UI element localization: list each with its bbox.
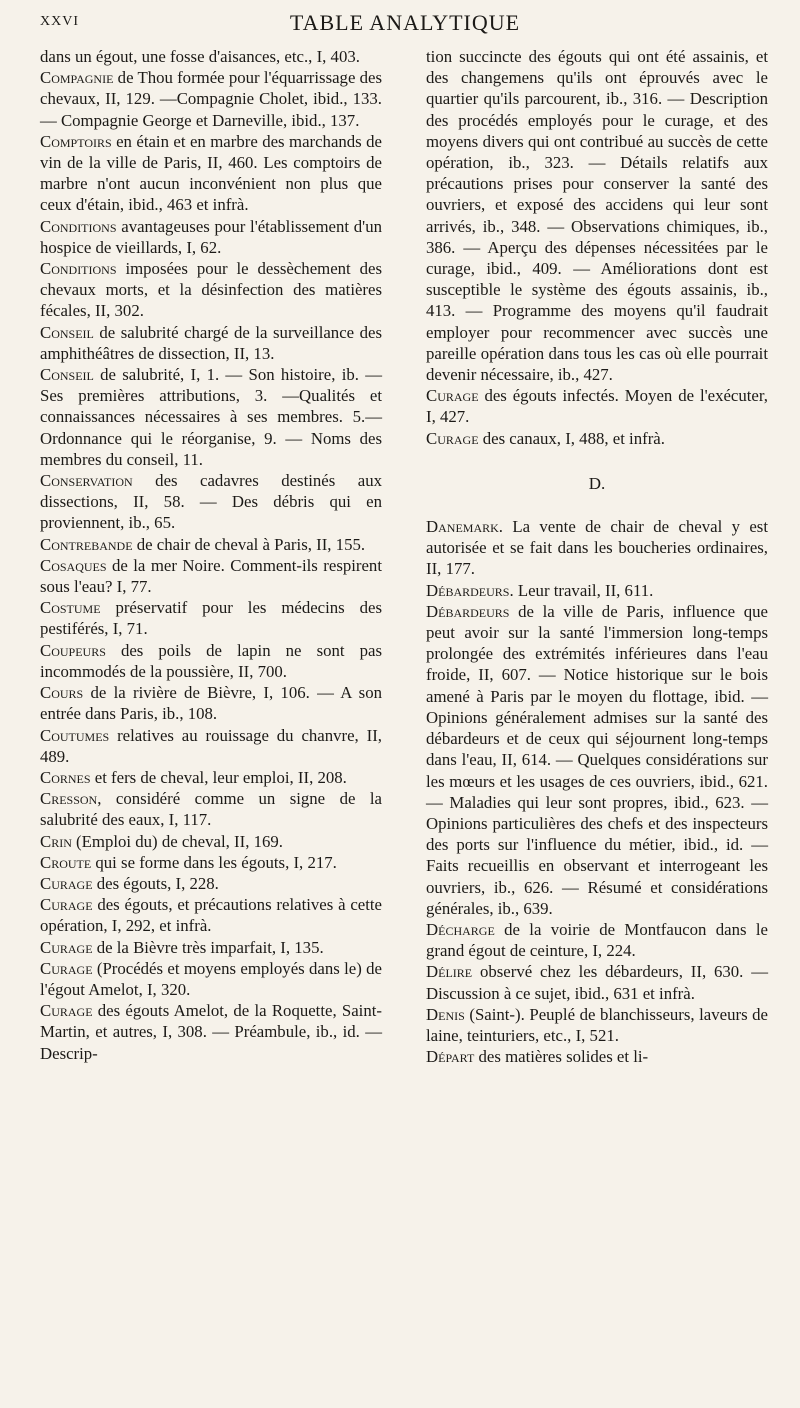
index-entry — [40, 1000, 382, 1064]
entry-keyword: Contrebande — [40, 534, 133, 554]
entry-text: avantageuses pour l'établissement d'un hospice de vieillards, I, 62. — [40, 216, 382, 257]
entry-keyword: Curage — [40, 895, 93, 915]
index-entry — [426, 385, 768, 427]
entry-text: de salubrité chargé de la surveillance des amphithéâtres de dissection, II, 13. — [40, 322, 382, 363]
entry-keyword: Crin — [40, 831, 72, 851]
entry-text: des cadavres destinés aux dissections, II, 58. — Des débris qui en proviennent, ib., 65. — [40, 471, 382, 533]
entry-keyword: Cosaques — [40, 555, 107, 575]
entry-keyword: Curage — [40, 1001, 93, 1021]
entry-keyword: Denis — [426, 1004, 465, 1024]
entry-keyword: Conseil — [40, 322, 94, 342]
entry-keyword: Cresson — [40, 789, 98, 809]
entry-keyword: Coutumes — [40, 725, 110, 745]
entry-text: observé chez les débardeurs, II, 630. — Discussion à ce sujet, ibid., 631 et infrà. — [426, 962, 768, 1003]
entry-keyword: Danemark — [426, 517, 499, 537]
index-entry — [40, 364, 382, 470]
entry-text: , considéré comme un signe de la salubrité des eaux, I, 117. — [40, 789, 382, 830]
entry-keyword: Conditions — [40, 216, 117, 236]
index-entry — [40, 958, 382, 1000]
index-entry — [40, 682, 382, 724]
entry-text: des canaux, I, 488, et infrà. — [478, 428, 665, 448]
index-entry — [426, 961, 768, 1003]
page-header — [40, 0, 770, 40]
entry-keyword: Curage — [426, 386, 479, 406]
entry-text: (Procédés et moyens employés dans le) de l'égout Amelot, I, 320. — [40, 958, 382, 999]
entry-keyword: Croute — [40, 852, 92, 872]
index-entry — [40, 937, 382, 958]
entry-text: de salubrité, I, 1. — Son histoire, ib. — Ses premières attributions, 3. —Qualités et connaissances nécessaires à ses membres. 5.— Ordonnance qui le réorganise, 9. — Noms des membres du conseil, 11. — [40, 365, 382, 469]
entry-text: (Saint-). Peuplé de blanchisseurs, laveurs de laine, teinturiers, etc., I, 521. — [426, 1004, 768, 1045]
index-entry — [40, 852, 382, 873]
running-title: TABLE ANALYTIQUE — [289, 10, 521, 35]
index-entry — [40, 894, 382, 936]
entry-text: en étain et en marbre des marchands de vin de la ville de Paris, II, 460. Les comptoirs de marbre n'ont aucun inconvénient non plus que ceux d'étain, ibid., 463 et infrà. — [40, 131, 382, 215]
entry-keyword: Curage — [40, 937, 93, 957]
entry-keyword: Départ — [426, 1047, 475, 1067]
entry-text: (Emploi du) de cheval, II, 169. — [71, 831, 283, 851]
entry-text: de la ville de Paris, influence que peut avoir sur la santé l'immersion long-temps prolongée des extrémités inférieures dans l'eau froide, II, 607. — Notice historique sur le bois amené à Paris par le moyen du flottage, ibid. — Opinions généralement admises sur la santé des débardeurs et de ceux qui séjournent long-temps dans l'eau, II, 614. — Quelques considérations sur les mœurs et les usages de ces ouvriers, ibid., 621. — Maladies qui leur sont propres, ibid., 623. — Opinions particulières des chefs et des inspecteurs des ports sur l'influence du métier, ibid., id. — Faits recueillis en observant et interrogeant les ouvriers, ib., 626. — Résumé et considérations générales, ib., 639. — [426, 601, 768, 918]
index-entry — [40, 131, 382, 216]
entry-keyword: Conditions — [40, 259, 117, 279]
entry-keyword: Délire — [426, 962, 473, 982]
entry-text: de la rivière de Bièvre, I, 106. — A son entrée dans Paris, ib., 108. — [40, 683, 382, 724]
index-entry — [40, 555, 382, 597]
entry-text: tion succincte des égouts qui ont été assainis, et des changemens qu'ils ont éprouvés avec le quartier qu'ils parcourent, ib., 316. — Description des procédés employés pour le curage, et des moyens divers qui ont contribué au succès de cette opération, ib., 323. — Détails relatifs aux précautions prises pour conserver la santé des ouvriers, et exposé des accidens qui leur sont arrivés, ib., 348. — Observations chimiques, ib., 386. — Aperçu des dépenses nécessitées par le curage, ibid., 409. — Améliorations dont est susceptible le système des égouts assainis, ib., 413. — Programme des moyens qu'il faudrait employer pour recommencer avec succès une pareille opération dans tous les cas où elle pourrait devenir nécessaire, ib., 427. — [426, 47, 768, 385]
entry-keyword: Coupeurs — [40, 640, 106, 660]
index-entry — [426, 919, 768, 961]
index-entry — [426, 428, 768, 449]
entry-keyword: Curage — [40, 958, 93, 978]
index-entry — [40, 788, 382, 830]
index-entry — [40, 216, 382, 258]
left-column — [40, 46, 382, 1064]
entry-text: des égouts, et précautions relatives à cette opération, I, 292, et infrà. — [40, 895, 382, 936]
entry-keyword: Comptoirs — [40, 131, 112, 151]
entry-text: imposées pour le dessèchement des chevaux morts, et la désinfection des matières fécales, II, 302. — [40, 259, 382, 321]
entry-text: de la voirie de Montfaucon dans le grand égout de ceinture, I, 224. — [426, 919, 768, 961]
entry-keyword: Conservation — [40, 471, 133, 491]
index-entry — [40, 322, 382, 364]
index-entry — [40, 470, 382, 534]
index-entry — [40, 873, 382, 894]
entry-text: de la mer Noire. Comment-ils respirent sous l'eau? I, 77. — [40, 555, 382, 597]
entry-keyword: Décharge — [426, 919, 495, 939]
index-entry — [426, 516, 768, 580]
entry-keyword: Débardeurs — [426, 580, 510, 600]
entry-keyword: Cornes — [40, 767, 91, 787]
index-entry — [426, 46, 768, 385]
entry-text: des égouts Amelot, de la Roquette, Saint-Martin, et autres, I, 308. — Préambule, ib., id. — Descrip- — [40, 1001, 382, 1063]
right-column — [426, 46, 768, 1067]
index-entry — [40, 258, 382, 322]
entry-text: des égouts infectés. Moyen de l'exécuter, I, 427. — [426, 386, 768, 427]
entry-text: préservatif pour les médecins des pestiférés, I, 71. — [40, 598, 382, 639]
entry-text: dans un égout, une fosse d'aisances, etc., I, 403. — [40, 47, 360, 66]
index-entry — [40, 597, 382, 639]
entry-text: de la Bièvre très imparfait, I, 135. — [92, 937, 324, 957]
entry-keyword: Cours — [40, 683, 84, 703]
entry-text: des poils de lapin ne sont pas incommodés de la poussière, II, 700. — [40, 640, 382, 681]
entry-keyword: Compagnie — [40, 68, 114, 88]
index-entry — [426, 1004, 768, 1046]
entry-text: de Thou formée pour l'équarrissage des chevaux, II, 129. —Compagnie Cholet, ibid., 133. — Compagnie George et Darneville, ibid., 137. — [40, 68, 382, 130]
entry-text: relatives au rouissage du chanvre, II, 489. — [40, 725, 382, 766]
page-number: XXVI — [40, 14, 79, 29]
index-entry — [426, 580, 768, 601]
right-column-entries-c — [426, 46, 768, 449]
entry-text: de chair de cheval à Paris, II, 155. — [132, 534, 366, 554]
index-entry — [40, 725, 382, 767]
entry-keyword: Conseil — [40, 365, 94, 385]
index-entry — [40, 534, 382, 555]
entry-text: des matières solides et li- — [474, 1047, 649, 1067]
entry-text: et fers de cheval, leur emploi, II, 208. — [90, 767, 347, 787]
index-entry — [40, 640, 382, 682]
section-letter: D. — [588, 473, 606, 493]
entry-text: . La vente de chair de cheval y est autorisée et se fait dans les boucheries ordinaires, II, 177. — [426, 517, 768, 579]
entry-text: qui se forme dans les égouts, I, 217. — [91, 852, 337, 872]
index-entry — [426, 601, 768, 919]
entry-keyword: Costume — [40, 598, 101, 618]
entry-text: . Leur travail, II, 611. — [509, 580, 654, 600]
entry-text: des égouts, I, 228. — [92, 873, 219, 893]
index-entry — [40, 767, 382, 788]
index-entry — [40, 46, 382, 67]
right-column-entries-d — [426, 516, 768, 1067]
index-entry — [40, 831, 382, 852]
index-entry — [426, 1046, 768, 1067]
entry-keyword: Curage — [426, 428, 479, 448]
entry-keyword: Curage — [40, 873, 93, 893]
entry-keyword: Débardeurs — [426, 601, 510, 621]
index-entry — [40, 67, 382, 131]
